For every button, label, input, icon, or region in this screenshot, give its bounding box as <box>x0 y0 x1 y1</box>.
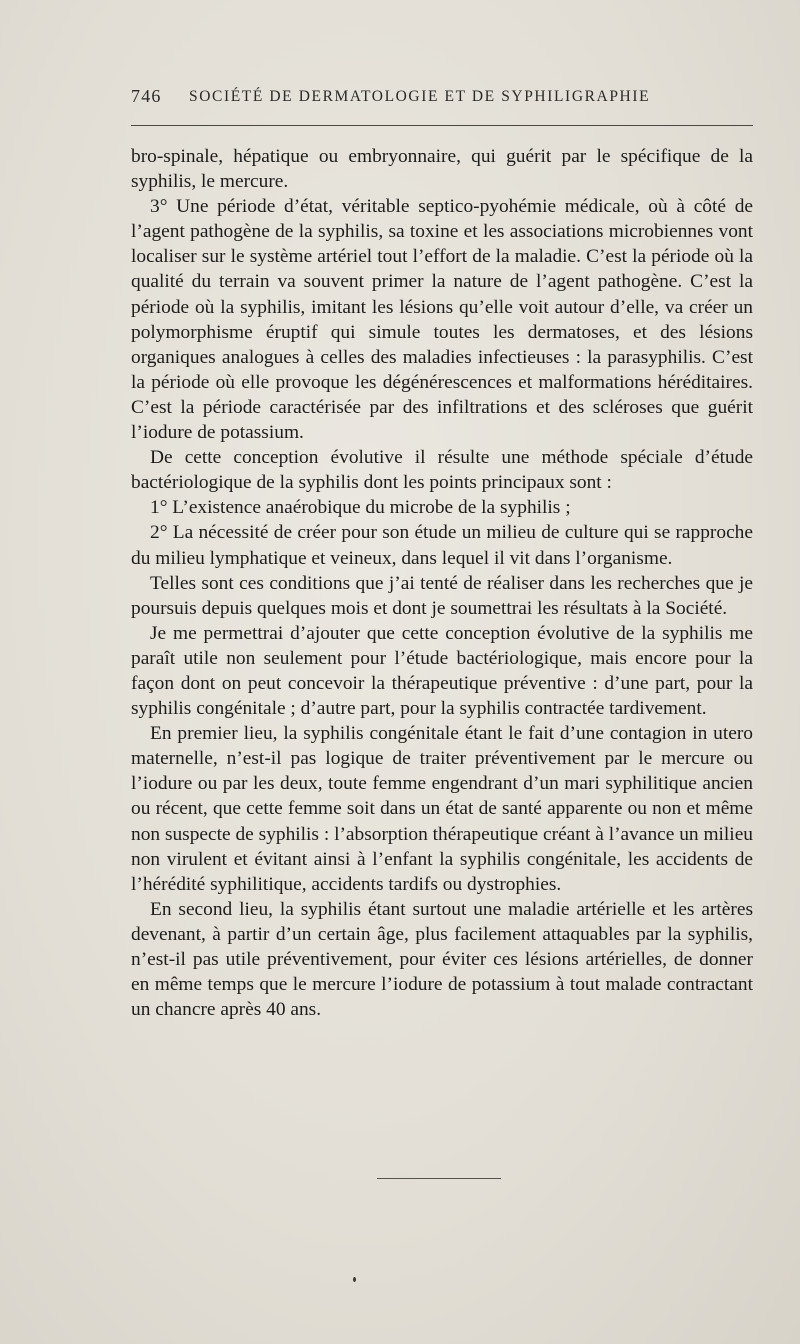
paragraph-continuation: bro-spinale, hépatique ou embryonnaire, qui guérit par le spécifique de la syphilis, le mercure. <box>131 146 753 193</box>
page-number: 746 <box>131 86 162 106</box>
paragraph-research: Telles sont ces conditions que j’ai tenté de réaliser dans les recherches que je poursuis depuis quelques mois et dont je soumettrai les résultats à la Société. <box>131 572 753 619</box>
paragraph-congenital: En premier lieu, la syphilis congénitale étant le fait d’une contagion in utero maternelle, n’est-il pas logique de traiter préventivement par le mercure ou l’iodure ou par les deux, toute femme engendrant d’un mari syphilitique ancien ou récent, que cette femme soit dans un état de santé apparente ou non et même non suspecte de syphilis : l’absorption thérapeutique créant à l’avance un milieu non virulent et évitant ainsi à l’enfant la syphilis congénitale, les accidents de l’hérédité syphilitique, accidents tardifs ou dystrophies. <box>131 723 753 895</box>
page-header <box>131 86 753 114</box>
running-title: SOCIÉTÉ DE DERMATOLOGIE ET DE SYPHILIGRAPHIE <box>189 88 651 105</box>
header-rule <box>131 125 753 126</box>
paragraph-therapeutic: Je me permettrai d’ajouter que cette conception évolutive de la syphilis me paraît utile non seulement pour l’étude bactériologique, mais encore pour la façon dont on peut concevoir la thérapeutique préventive : d’une part, pour la syphilis congénitale ; d’autre part, pour la syphilis contractée tardivement. <box>131 622 753 720</box>
paragraph-point-one: 1° L’existence anaérobique du microbe de la syphilis ; <box>150 497 571 519</box>
paragraph-point-two: 2° La nécessité de créer pour son étude un milieu de culture qui se rapproche du milieu lymphatique et veineux, dans lequel il vit dans l’organisme. <box>131 522 753 569</box>
end-rule <box>377 1178 501 1179</box>
body-text <box>131 144 753 1022</box>
ink-speck <box>353 1277 356 1282</box>
paragraph-method: De cette conception évolutive il résulte une méthode spéciale d’étude bactériologique de la syphilis dont les points principaux sont : <box>131 447 753 494</box>
paragraph-third-period: 3° Une période d’état, véritable septico-pyohémie médicale, où à côté de l’agent pathogène de la syphilis, sa toxine et les associations microbiennes vont localiser sur le système artériel tout l’effort de la maladie. C’est la période où la qualité du terrain va souvent primer la nature de l’agent pathogène. C’est la période où la syphilis, imitant les lésions qu’elle voit autour d’elle, va créer un polymorphisme éruptif qui simule toutes les dermatoses, et des lésions organiques analogues à celles des maladies infectieuses : la parasyphilis. C’est la période où elle provoque les dégénérescences et malformations héréditaires. C’est la période caractérisée par des infiltrations et des scléroses que guérit l’iodure de potassium. <box>131 196 753 444</box>
paragraph-arterial: En second lieu, la syphilis étant surtout une maladie artérielle et les artères devenant, à partir d’un certain âge, plus facilement attaquables par la syphilis, n’est-il pas utile préventivement, pour éviter ces lésions artérielles, de donner en même temps que le mercure l’iodure de potassium à tout malade contractant un chancre après 40 ans. <box>131 898 753 1021</box>
